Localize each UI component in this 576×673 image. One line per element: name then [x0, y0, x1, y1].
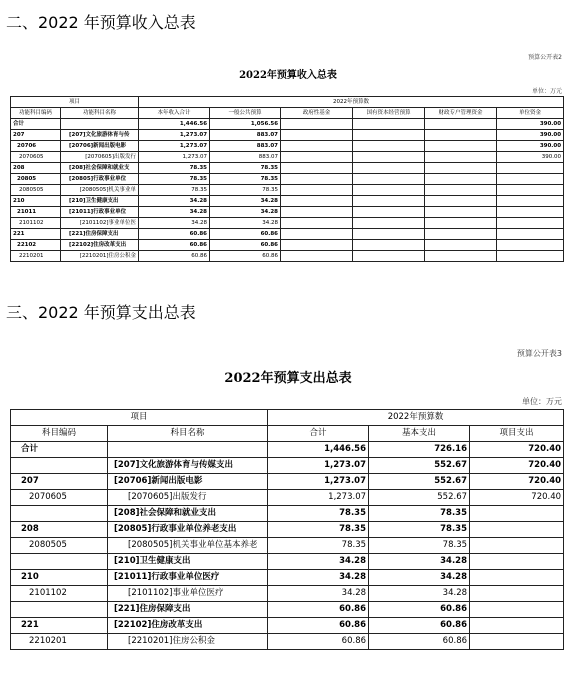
- income-cell-name: [210]卫生健康支出: [61, 196, 139, 207]
- income-cell-code: 221: [11, 229, 61, 240]
- expense-cell-basic: 78.35: [369, 538, 470, 554]
- income-cell-state: [353, 163, 425, 174]
- income-cell-total: 34.28: [139, 218, 210, 229]
- expense-table-row: [11, 522, 564, 538]
- income-cell-total: 60.86: [139, 251, 210, 262]
- expense-cell-total: 1,446.56: [268, 442, 369, 458]
- expense-cell-code: 2070605: [11, 490, 108, 506]
- income-cell-fund: [281, 163, 353, 174]
- expense-cell-code: 208: [11, 522, 108, 538]
- expense-cell-basic: 60.86: [369, 618, 470, 634]
- expense-table: [10, 409, 564, 650]
- income-cell-special: [425, 174, 497, 185]
- income-table: [10, 96, 564, 262]
- income-cell-state: [353, 152, 425, 163]
- expense-cell-total: 34.28: [268, 570, 369, 586]
- income-cell-name: [2210201]住房公积金: [61, 251, 139, 262]
- expense-unit-label: 单位：万元: [522, 397, 562, 406]
- expense-cell-basic: 60.86: [369, 602, 470, 618]
- income-cell-fund: [281, 218, 353, 229]
- expense-col-basic: 基本支出: [369, 426, 470, 442]
- income-cell-special: [425, 207, 497, 218]
- income-table-title: 2022年预算收入总表: [239, 70, 337, 81]
- expense-cell-basic: 34.28: [369, 554, 470, 570]
- expense-col-project: 项目支出: [470, 426, 564, 442]
- expense-cell-project: 720.40: [470, 474, 564, 490]
- income-cell-special: [425, 218, 497, 229]
- expense-cell-total: 1,273.07: [268, 490, 369, 506]
- expense-cell-basic: 726.16: [369, 442, 470, 458]
- income-cell-total: 1,273.07: [139, 152, 210, 163]
- income-cell-code: 208: [11, 163, 61, 174]
- income-cell-special: [425, 163, 497, 174]
- income-cell-fund: [281, 141, 353, 152]
- income-cell-name: [221]住房保障支出: [61, 229, 139, 240]
- income-form-number: 预算公开表2: [528, 54, 562, 61]
- income-cell-general: 34.28: [210, 218, 281, 229]
- income-cell-special: [425, 240, 497, 251]
- expense-cell-code: 合计: [11, 442, 108, 458]
- income-cell-name: [61, 119, 139, 130]
- expense-table-row: [11, 442, 564, 458]
- income-cell-code: 20805: [11, 174, 61, 185]
- expense-cell-basic: 552.67: [369, 474, 470, 490]
- expense-table-row: [11, 634, 564, 650]
- expense-cell-name: [210]卫生健康支出: [108, 554, 268, 570]
- income-table-row: [11, 207, 564, 218]
- expense-cell-name: [221]住房保障支出: [108, 602, 268, 618]
- section-heading-income: 二、2022 年预算收入总表: [6, 13, 196, 32]
- income-cell-unit: 390.00: [497, 141, 564, 152]
- income-cell-general: 883.07: [210, 152, 281, 163]
- income-cell-name: [22102]住房改革支出: [61, 240, 139, 251]
- expense-cell-project: [470, 538, 564, 554]
- income-table-row: [11, 163, 564, 174]
- expense-cell-code: 2210201: [11, 634, 108, 650]
- expense-cell-project: [470, 506, 564, 522]
- income-cell-total: 1,446.56: [139, 119, 210, 130]
- income-cell-total: 34.28: [139, 207, 210, 218]
- income-cell-fund: [281, 196, 353, 207]
- expense-cell-total: 60.86: [268, 634, 369, 650]
- expense-cell-total: 34.28: [268, 586, 369, 602]
- income-table-row: [11, 229, 564, 240]
- income-cell-unit: [497, 196, 564, 207]
- income-cell-name: [20706]新闻出版电影: [61, 141, 139, 152]
- income-cell-fund: [281, 251, 353, 262]
- income-cell-unit: [497, 229, 564, 240]
- income-col-special: 财政专户管理资金: [425, 108, 497, 119]
- expense-cell-name: [20805]行政事业单位养老支出: [108, 522, 268, 538]
- income-cell-state: [353, 141, 425, 152]
- income-cell-unit: [497, 174, 564, 185]
- expense-cell-name: [2210201]住房公积金: [108, 634, 268, 650]
- expense-cell-project: 720.40: [470, 458, 564, 474]
- expense-cell-total: 1,273.07: [268, 474, 369, 490]
- income-cell-name: [21011]行政事业单位: [61, 207, 139, 218]
- income-cell-state: [353, 185, 425, 196]
- income-table-row: [11, 251, 564, 262]
- expense-cell-total: 1,273.07: [268, 458, 369, 474]
- income-cell-special: [425, 119, 497, 130]
- income-cell-fund: [281, 185, 353, 196]
- income-cell-code: 2101102: [11, 218, 61, 229]
- income-cell-general: 60.86: [210, 240, 281, 251]
- expense-cell-code: [11, 602, 108, 618]
- income-cell-general: 34.28: [210, 207, 281, 218]
- expense-col-code: 科目编码: [11, 426, 108, 442]
- income-cell-state: [353, 119, 425, 130]
- expense-cell-name: [207]文化旅游体育与传媒支出: [108, 458, 268, 474]
- expense-cell-code: 221: [11, 618, 108, 634]
- income-cell-general: 78.35: [210, 163, 281, 174]
- income-cell-name: [207]文化旅游体育与传: [61, 130, 139, 141]
- income-cell-state: [353, 218, 425, 229]
- expense-cell-total: 78.35: [268, 506, 369, 522]
- expense-cell-name: [20706]新闻出版电影: [108, 474, 268, 490]
- expense-cell-project: [470, 586, 564, 602]
- expense-table-row: [11, 554, 564, 570]
- expense-table-row: [11, 458, 564, 474]
- income-cell-state: [353, 251, 425, 262]
- income-cell-general: 34.28: [210, 196, 281, 207]
- income-col-unit: 单位资金: [497, 108, 564, 119]
- income-cell-unit: [497, 240, 564, 251]
- income-cell-total: 78.35: [139, 185, 210, 196]
- income-cell-general: 1,056.56: [210, 119, 281, 130]
- expense-cell-code: [11, 506, 108, 522]
- income-table-row: [11, 130, 564, 141]
- income-cell-code: 2080505: [11, 185, 61, 196]
- expense-cell-name: [208]社会保障和就业支出: [108, 506, 268, 522]
- income-table-row: [11, 152, 564, 163]
- income-cell-name: [20805]行政事业单位: [61, 174, 139, 185]
- expense-cell-name: [108, 442, 268, 458]
- income-table-row: [11, 141, 564, 152]
- income-cell-fund: [281, 207, 353, 218]
- income-cell-general: 78.35: [210, 185, 281, 196]
- income-col-fund: 政府性基金: [281, 108, 353, 119]
- expense-cell-name: [2080505]机关事业单位基本养老: [108, 538, 268, 554]
- income-col-general: 一般公共预算: [210, 108, 281, 119]
- income-budget-header: 2022年预算数: [139, 97, 564, 108]
- expense-table-title: 2022年预算支出总表: [224, 371, 352, 386]
- expense-cell-project: [470, 522, 564, 538]
- income-cell-state: [353, 174, 425, 185]
- expense-cell-basic: 78.35: [369, 522, 470, 538]
- income-cell-code: 210: [11, 196, 61, 207]
- income-table-row: [11, 218, 564, 229]
- income-cell-total: 1,273.07: [139, 141, 210, 152]
- income-cell-code: 2070605: [11, 152, 61, 163]
- expense-cell-total: 34.28: [268, 554, 369, 570]
- income-table-row: [11, 240, 564, 251]
- income-cell-total: 78.35: [139, 174, 210, 185]
- income-cell-total: 34.28: [139, 196, 210, 207]
- income-cell-fund: [281, 152, 353, 163]
- income-table-row: [11, 119, 564, 130]
- income-cell-code: 207: [11, 130, 61, 141]
- income-cell-unit: 390.00: [497, 130, 564, 141]
- expense-cell-project: [470, 570, 564, 586]
- expense-cell-basic: 552.67: [369, 490, 470, 506]
- income-cell-special: [425, 229, 497, 240]
- expense-cell-code: 210: [11, 570, 108, 586]
- expense-cell-project: [470, 602, 564, 618]
- expense-cell-name: [21011]行政事业单位医疗: [108, 570, 268, 586]
- income-cell-code: 22102: [11, 240, 61, 251]
- income-cell-state: [353, 229, 425, 240]
- income-cell-name: [208]社会保障和就业支: [61, 163, 139, 174]
- expense-group-header: 项目: [11, 410, 268, 426]
- income-cell-general: 60.86: [210, 251, 281, 262]
- income-cell-general: 78.35: [210, 174, 281, 185]
- income-table-row: [11, 174, 564, 185]
- expense-cell-project: [470, 618, 564, 634]
- expense-cell-total: 78.35: [268, 522, 369, 538]
- income-table-row: [11, 196, 564, 207]
- income-cell-code: 2210201: [11, 251, 61, 262]
- expense-cell-project: [470, 634, 564, 650]
- expense-cell-basic: 78.35: [369, 506, 470, 522]
- income-cell-fund: [281, 174, 353, 185]
- income-cell-unit: [497, 251, 564, 262]
- income-cell-unit: [497, 185, 564, 196]
- expense-cell-total: 60.86: [268, 618, 369, 634]
- income-cell-state: [353, 196, 425, 207]
- income-cell-unit: 390.00: [497, 152, 564, 163]
- income-cell-code: 20706: [11, 141, 61, 152]
- income-table-row: [11, 185, 564, 196]
- income-cell-code: 合计: [11, 119, 61, 130]
- expense-form-number: 预算公开表3: [516, 349, 562, 358]
- expense-cell-code: [11, 554, 108, 570]
- income-cell-total: 1,273.07: [139, 130, 210, 141]
- income-cell-total: 60.86: [139, 240, 210, 251]
- income-col-code: 功能科目编码: [11, 108, 61, 119]
- expense-table-row: [11, 570, 564, 586]
- expense-cell-total: 60.86: [268, 602, 369, 618]
- income-cell-unit: [497, 163, 564, 174]
- income-cell-name: [2070605]出版发行: [61, 152, 139, 163]
- income-cell-name: [2080505]机关事业单: [61, 185, 139, 196]
- section-heading-expense: 三、2022 年预算支出总表: [6, 303, 196, 322]
- expense-cell-basic: 552.67: [369, 458, 470, 474]
- expense-cell-code: 207: [11, 474, 108, 490]
- income-cell-fund: [281, 229, 353, 240]
- income-cell-special: [425, 141, 497, 152]
- expense-table-row: [11, 586, 564, 602]
- expense-cell-project: 720.40: [470, 490, 564, 506]
- income-cell-special: [425, 130, 497, 141]
- expense-table-row: [11, 538, 564, 554]
- income-cell-code: 21011: [11, 207, 61, 218]
- expense-cell-total: 78.35: [268, 538, 369, 554]
- income-cell-total: 78.35: [139, 163, 210, 174]
- expense-col-total: 合计: [268, 426, 369, 442]
- income-cell-unit: [497, 207, 564, 218]
- income-cell-special: [425, 196, 497, 207]
- income-cell-fund: [281, 130, 353, 141]
- income-cell-name: [2101102]事业单位医: [61, 218, 139, 229]
- income-cell-general: 60.86: [210, 229, 281, 240]
- income-cell-general: 883.07: [210, 141, 281, 152]
- expense-table-row: [11, 490, 564, 506]
- expense-cell-code: 2101102: [11, 586, 108, 602]
- expense-cell-project: 720.40: [470, 442, 564, 458]
- income-group-header: 项目: [11, 97, 139, 108]
- expense-cell-code: [11, 458, 108, 474]
- expense-cell-code: 2080505: [11, 538, 108, 554]
- income-cell-unit: [497, 218, 564, 229]
- expense-col-name: 科目名称: [108, 426, 268, 442]
- expense-table-row: [11, 618, 564, 634]
- income-cell-special: [425, 251, 497, 262]
- income-cell-fund: [281, 240, 353, 251]
- expense-budget-header: 2022年预算数: [268, 410, 564, 426]
- income-cell-total: 60.86: [139, 229, 210, 240]
- income-cell-fund: [281, 119, 353, 130]
- income-cell-state: [353, 240, 425, 251]
- income-cell-special: [425, 152, 497, 163]
- income-col-name: 功能科目名称: [61, 108, 139, 119]
- expense-table-row: [11, 506, 564, 522]
- income-col-total: 本年收入合计: [139, 108, 210, 119]
- income-col-state: 国有资本经营预算: [353, 108, 425, 119]
- expense-table-row: [11, 602, 564, 618]
- income-cell-state: [353, 207, 425, 218]
- expense-table-row: [11, 474, 564, 490]
- income-cell-special: [425, 185, 497, 196]
- income-cell-general: 883.07: [210, 130, 281, 141]
- expense-cell-project: [470, 554, 564, 570]
- expense-cell-name: [22102]住房改革支出: [108, 618, 268, 634]
- income-unit-label: 单位：万元: [531, 88, 562, 95]
- expense-cell-name: [2101102]事业单位医疗: [108, 586, 268, 602]
- expense-cell-basic: 60.86: [369, 634, 470, 650]
- income-cell-unit: 390.00: [497, 119, 564, 130]
- expense-cell-basic: 34.28: [369, 570, 470, 586]
- expense-cell-name: [2070605]出版发行: [108, 490, 268, 506]
- income-cell-state: [353, 130, 425, 141]
- expense-cell-basic: 34.28: [369, 586, 470, 602]
